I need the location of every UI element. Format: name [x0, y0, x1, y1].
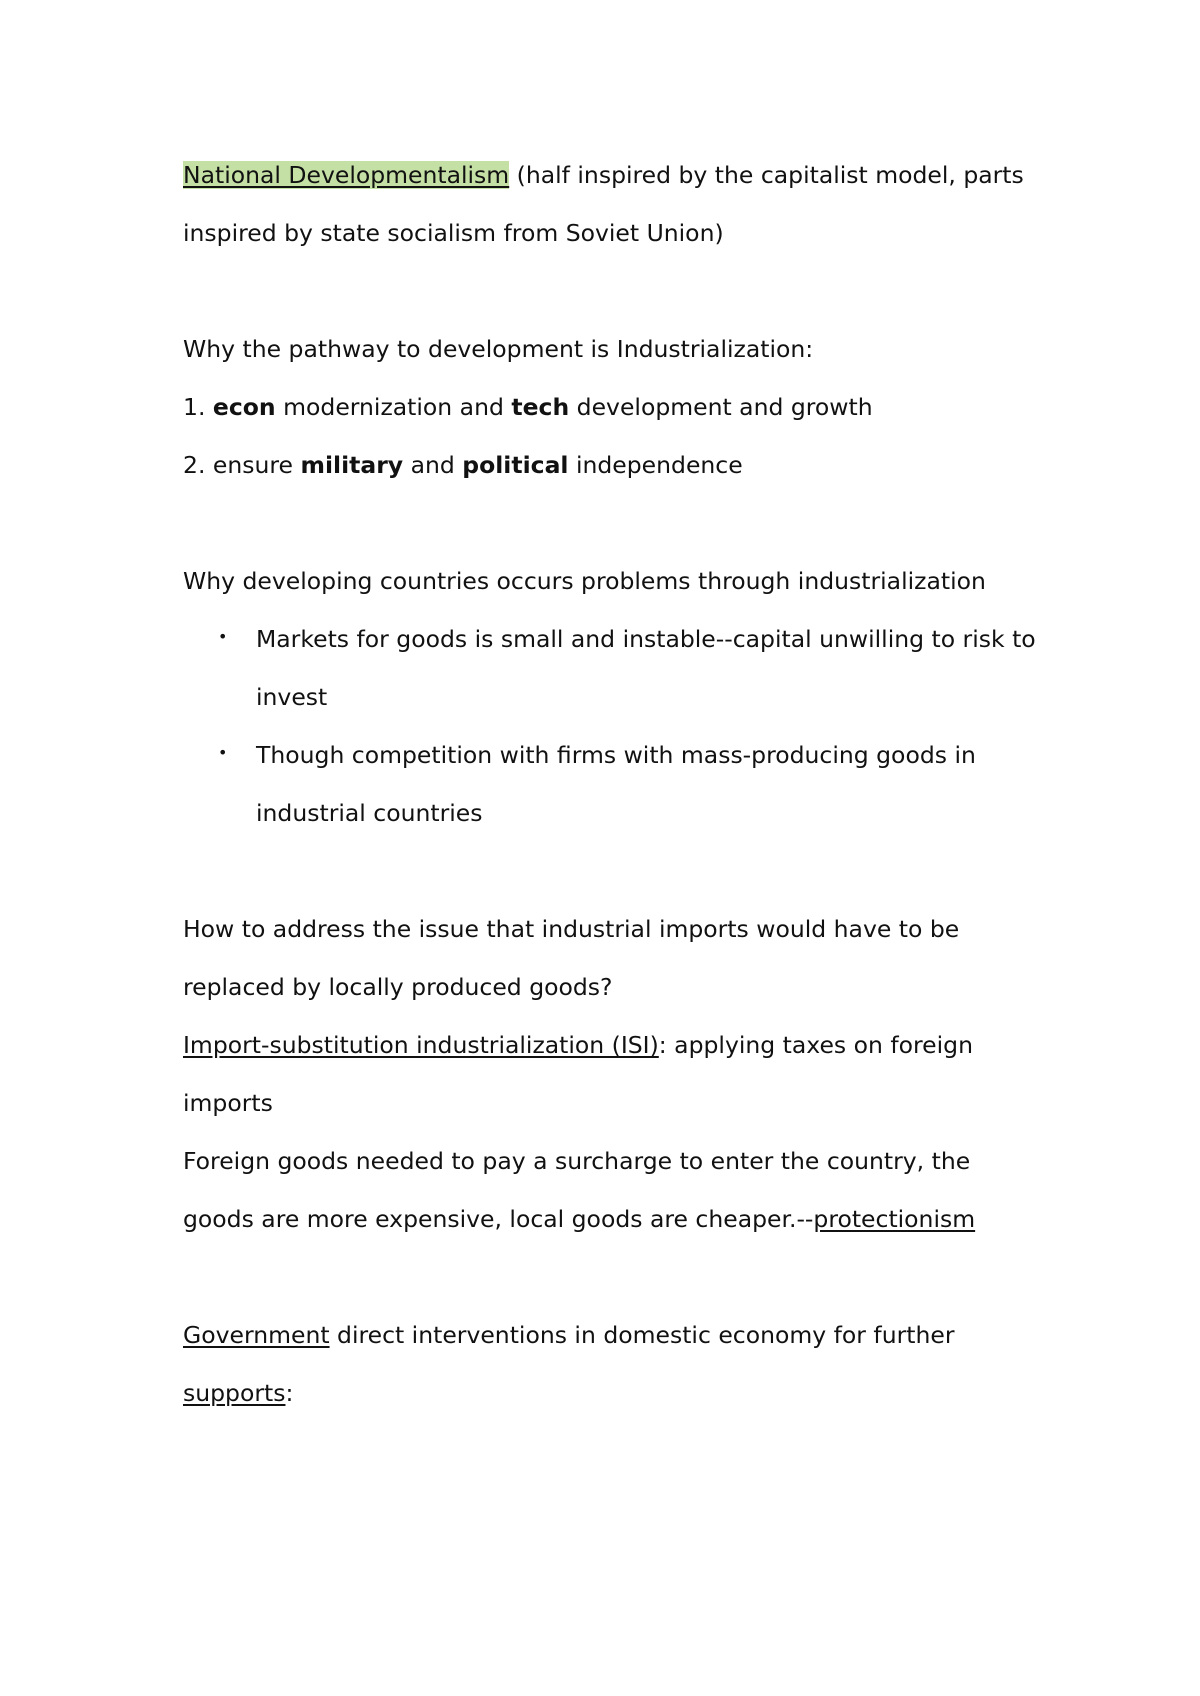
section3-question-line1: How to address the issue that industrial imports would have to be [183, 915, 960, 943]
foreign-goods-text: goods are more expensive, local goods are cheaper.-- [183, 1205, 814, 1233]
item2-bold-political: political [462, 451, 569, 479]
isi-term: Import-substitution industrialization (ISI) [183, 1031, 659, 1059]
bullet2-line1: Though competition with firms with mass-producing goods in [256, 741, 976, 769]
section1-item1 [183, 392, 873, 422]
title-line [183, 160, 1024, 190]
item2-suffix: independence [568, 451, 743, 479]
bullet1-line1: Markets for goods is small and instable--capital unwilling to risk to [256, 625, 1036, 653]
item1-bold-tech: tech [511, 393, 570, 421]
national-developmentalism-term: National Developmentalism [183, 161, 510, 189]
item1-suffix: development and growth [569, 393, 873, 421]
section1-item2 [183, 450, 743, 480]
supports-rest: : [285, 1379, 294, 1407]
isi-line [183, 1030, 973, 1060]
bullet-marker-1: • [218, 627, 228, 646]
supports-term: supports [183, 1379, 286, 1407]
foreign-goods-line2 [183, 1204, 975, 1234]
item1-prefix: 1. [183, 393, 213, 421]
section2-heading: Why developing countries occurs problems through industrialization [183, 567, 986, 595]
supports-line [183, 1378, 293, 1408]
section3-question-line2: replaced by locally produced goods? [183, 973, 613, 1001]
government-rest: direct interventions in domestic economy for further [329, 1321, 955, 1349]
item1-mid: modernization and [275, 393, 512, 421]
protectionism-term: protectionism [813, 1205, 976, 1233]
title-continuation: inspired by state socialism from Soviet Union) [183, 219, 724, 247]
government-line [183, 1320, 954, 1350]
government-term: Government [183, 1321, 330, 1349]
item2-prefix: 2. ensure [183, 451, 301, 479]
item1-bold-econ: econ [212, 393, 276, 421]
item2-bold-military: military [300, 451, 404, 479]
bullet1-line2: invest [256, 683, 328, 711]
isi-rest: : applying taxes on foreign [658, 1031, 973, 1059]
bullet2-line2: industrial countries [256, 799, 483, 827]
isi-continuation: imports [183, 1089, 273, 1117]
foreign-goods-line1: Foreign goods needed to pay a surcharge to enter the country, the [183, 1147, 971, 1175]
section1-heading: Why the pathway to development is Industrialization: [183, 335, 814, 363]
title-rest: (half inspired by the capitalist model, parts [509, 161, 1024, 189]
item2-mid: and [403, 451, 463, 479]
bullet-marker-2: • [218, 743, 228, 762]
